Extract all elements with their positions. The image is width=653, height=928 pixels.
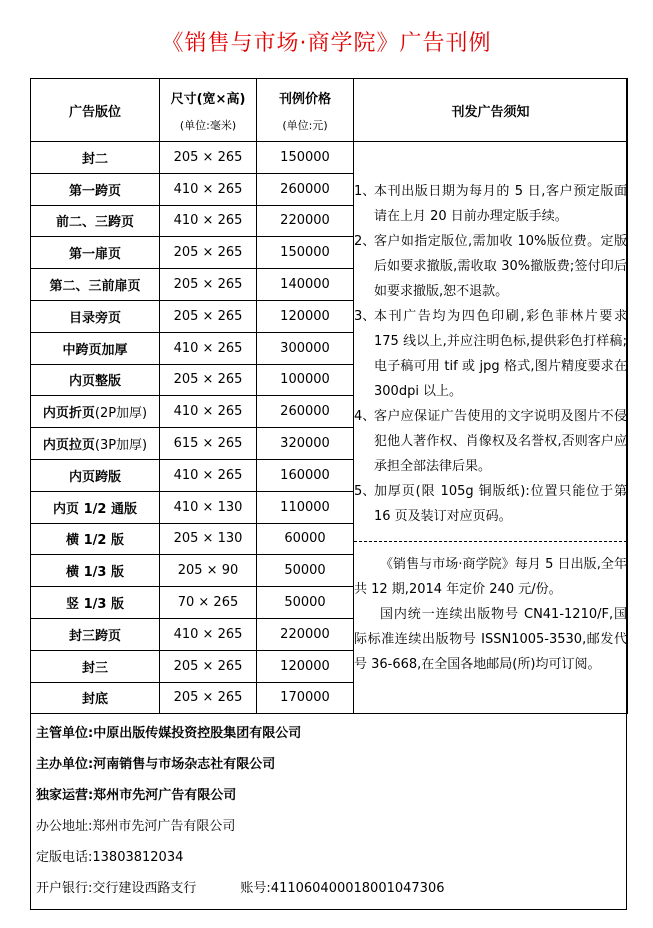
notes-cell	[354, 142, 628, 714]
bank-label: 开户银行:	[36, 881, 93, 896]
phone-line	[36, 842, 621, 873]
address-value: 郑州市先河广告有限公司	[92, 819, 236, 834]
ad-price: 120000	[257, 650, 354, 682]
address-label: 办公地址:	[36, 819, 93, 834]
ad-price: 170000	[257, 682, 354, 714]
publication-registration: 国内统一连续出版物号 CN41-1210/F,国际标准连续出版物号 ISSN1005-3530,邮发代号 36-668,在全国各地邮局(所)均可订阅。	[354, 606, 627, 672]
rate-table	[30, 78, 628, 714]
operator-value: 郑州市先河广告有限公司	[93, 788, 237, 803]
header-size-unit: (单位:毫米)	[179, 118, 237, 132]
ad-position: 封底	[31, 682, 160, 714]
ad-size: 205 × 265	[160, 682, 257, 714]
ad-size: 410 × 265	[160, 332, 257, 364]
ad-position: 内页折页(2P加厚)	[31, 396, 160, 428]
account-value: 411060400018001047306	[270, 881, 445, 896]
ad-size: 70 × 265	[160, 587, 257, 619]
ad-price: 220000	[257, 205, 354, 237]
note-item: 2、 客户如指定版位,需加收 10%版位费。定版后如要求撤版,需收取 30%撤版费;签付印后如要求撤版,恕不退款。	[354, 233, 627, 299]
ad-position: 竖 1/3 版	[31, 587, 160, 619]
note-item: 5、 加厚页(限 105g 铜版纸):位置只能位于第 16 页及装订对应页码。	[354, 483, 627, 524]
sponsor-label: 主办单位:	[36, 757, 94, 772]
ad-price: 110000	[257, 491, 354, 523]
address-line	[36, 811, 621, 842]
ad-position: 第一跨页	[31, 173, 160, 205]
ad-price: 120000	[257, 300, 354, 332]
ad-size: 205 × 90	[160, 555, 257, 587]
ad-size: 410 × 265	[160, 173, 257, 205]
header-size-label: 尺寸(宽×高)	[170, 91, 246, 107]
ad-price: 50000	[257, 587, 354, 619]
note-item: 1、 本刊出版日期为每月的 5 日,客户预定版面请在上月 20 日前办理定版手续。	[354, 183, 627, 224]
ad-price: 320000	[257, 428, 354, 460]
supervisor-line	[36, 718, 621, 749]
ad-size: 205 × 265	[160, 142, 257, 174]
ad-price: 260000	[257, 396, 354, 428]
ad-size: 205 × 265	[160, 364, 257, 396]
dashed-divider	[354, 541, 627, 542]
sponsor-value: 河南销售与市场杂志社有限公司	[93, 757, 276, 772]
phone-value: 13803812034	[92, 850, 184, 865]
ad-size: 205 × 265	[160, 237, 257, 269]
note-item: 3、 本刊广告均为四色印刷,彩色菲林片要求 175 线以上,并应注明色标,提供彩色打样稿;电子稿可用 tif 或 jpg 格式,图片精度要求在 300dpi 以上。	[354, 308, 627, 399]
header-price-unit: (单位:元)	[282, 118, 328, 132]
ad-position: 目录旁页	[31, 300, 160, 332]
ad-price: 260000	[257, 173, 354, 205]
ad-size: 410 × 265	[160, 618, 257, 650]
page-title: 《销售与市场·商学院》广告刊例	[161, 31, 492, 56]
bank-value: 交行建设西路支行	[92, 881, 197, 896]
table-header-row	[31, 79, 628, 142]
ad-size: 205 × 265	[160, 650, 257, 682]
ad-position: 内页跨版	[31, 459, 160, 491]
ad-position: 前二、三跨页	[31, 205, 160, 237]
ad-position: 中跨页加厚	[31, 332, 160, 364]
ad-price: 300000	[257, 332, 354, 364]
ad-price: 160000	[257, 459, 354, 491]
ad-position: 内页拉页(3P加厚)	[31, 428, 160, 460]
operator-line	[36, 780, 621, 811]
account-label: 账号:	[240, 881, 271, 896]
ad-position: 内页 1/2 通版	[31, 491, 160, 523]
ad-size: 615 × 265	[160, 428, 257, 460]
supervisor-value: 中原出版传媒投资控股集团有限公司	[93, 726, 302, 741]
ad-position: 封二	[31, 142, 160, 174]
bank-line	[36, 873, 621, 904]
header-price-label: 刊例价格	[278, 91, 331, 107]
publication-info: 《销售与市场·商学院》每月 5 日出版,全年共 12 期,2014 年定价 240 元/份。	[354, 556, 627, 597]
ad-position: 横 1/3 版	[31, 555, 160, 587]
ad-size: 410 × 265	[160, 205, 257, 237]
ad-position: 封三跨页	[31, 618, 160, 650]
header-notes: 刊发广告须知	[354, 79, 628, 142]
ad-size: 410 × 130	[160, 491, 257, 523]
publisher-info	[36, 718, 621, 904]
header-position: 广告版位	[31, 79, 160, 142]
ad-position: 第二、三前扉页	[31, 269, 160, 301]
ad-position: 横 1/2 版	[31, 523, 160, 555]
ad-size: 410 × 265	[160, 396, 257, 428]
ad-price: 150000	[257, 142, 354, 174]
header-size	[160, 79, 257, 142]
table-row	[31, 142, 628, 174]
note-item: 4、 客户应保证广告使用的文字说明及图片不侵犯他人著作权、肖像权及名誉权,否则客户应承担全部法律后果。	[354, 408, 627, 474]
header-price	[257, 79, 354, 142]
supervisor-label: 主管单位:	[36, 726, 94, 741]
ad-position: 第一扉页	[31, 237, 160, 269]
ad-price: 50000	[257, 555, 354, 587]
ad-size: 205 × 130	[160, 523, 257, 555]
ad-price: 150000	[257, 237, 354, 269]
ad-size: 205 × 265	[160, 300, 257, 332]
ad-size: 410 × 265	[160, 459, 257, 491]
sponsor-line	[36, 749, 621, 780]
ad-position: 封三	[31, 650, 160, 682]
phone-label: 定版电话:	[36, 850, 93, 865]
ad-size: 205 × 265	[160, 269, 257, 301]
ad-price: 60000	[257, 523, 354, 555]
ad-position: 内页整版	[31, 364, 160, 396]
ad-price: 220000	[257, 618, 354, 650]
operator-label: 独家运营:	[36, 788, 94, 803]
ad-price: 100000	[257, 364, 354, 396]
ad-price: 140000	[257, 269, 354, 301]
